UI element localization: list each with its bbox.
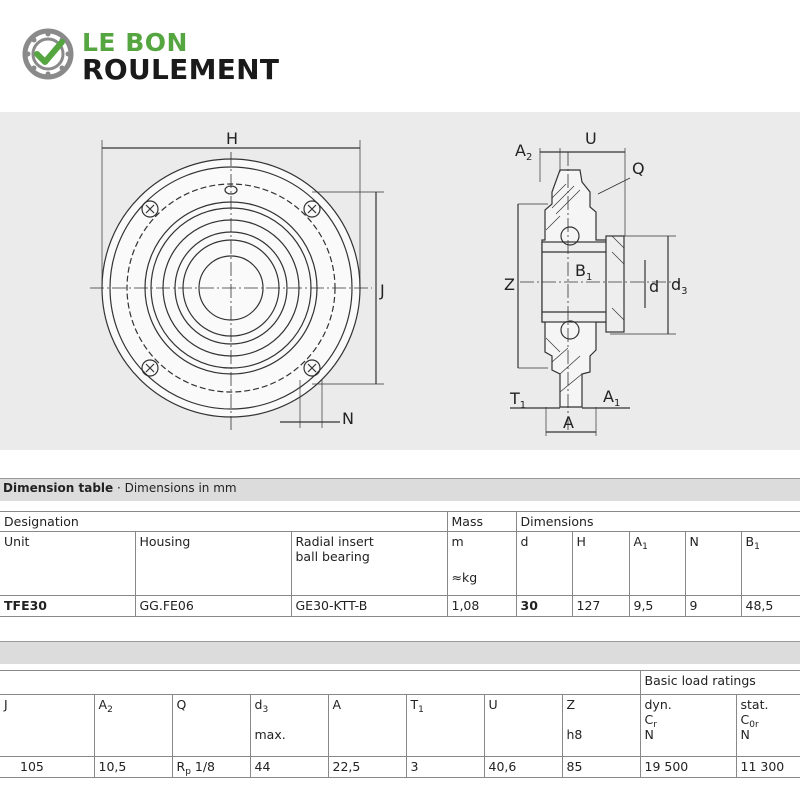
technical-drawing xyxy=(0,112,800,450)
label-d3: $d_3$ xyxy=(671,275,688,297)
table2-column-header xyxy=(0,694,800,756)
cell-d3: 44 xyxy=(250,756,328,777)
col-radial: Radial insert ball bearing xyxy=(291,531,447,595)
table-title: Dimension table xyxy=(3,481,114,495)
label-J: J xyxy=(380,281,385,300)
col-U: U xyxy=(484,694,562,756)
dimension-table-2 xyxy=(0,670,800,778)
logo-line2: ROULEMENT xyxy=(82,53,280,86)
col-dyn: dyn. $C_r$ N xyxy=(640,694,736,756)
cell-unit: TFE30 xyxy=(0,595,135,616)
label-Z: Z xyxy=(504,275,515,294)
label-d: d xyxy=(649,277,660,296)
dimension-table xyxy=(0,478,800,617)
header-load-ratings: Basic load ratings xyxy=(640,670,800,694)
cell-H: 127 xyxy=(572,595,629,616)
col-housing: Housing xyxy=(135,531,291,595)
label-H: H xyxy=(226,129,239,148)
drawing-svg xyxy=(0,112,800,450)
second-table-bar xyxy=(0,641,800,664)
label-Q: Q xyxy=(632,159,645,178)
cell-m: 1,08 xyxy=(447,595,516,616)
label-T1: $T_1$ xyxy=(510,389,527,411)
col-Q: Q xyxy=(172,694,250,756)
table-column-header xyxy=(0,531,800,595)
cell-stat: 11 300 xyxy=(736,756,800,777)
col-Z: Z h8 xyxy=(562,694,640,756)
cell-d: 30 xyxy=(516,595,572,616)
col-N: N xyxy=(685,531,741,595)
table-subtitle: · Dimensions in mm xyxy=(113,481,237,495)
label-B1: $B_1$ xyxy=(575,261,593,283)
col-A2: $A_2$ xyxy=(94,694,172,756)
header-mass: Mass xyxy=(447,511,516,531)
cell-A1: 9,5 xyxy=(629,595,685,616)
cell-J: 105 xyxy=(0,756,94,777)
cell-T1: 3 xyxy=(406,756,484,777)
brand-logo[interactable] xyxy=(22,26,302,86)
col-unit: Unit xyxy=(0,531,135,595)
bearing-logo-icon xyxy=(22,28,74,80)
table-title-bar xyxy=(0,479,800,502)
cell-N: 9 xyxy=(685,595,741,616)
cell-A: 22,5 xyxy=(328,756,406,777)
col-A: A xyxy=(328,694,406,756)
table-row xyxy=(0,595,800,616)
col-B1: $B_1$ xyxy=(741,531,800,595)
dimension-tables xyxy=(0,478,800,778)
label-A1: $A_1$ xyxy=(603,387,621,409)
table-row xyxy=(0,756,800,777)
col-stat: stat. $C_{0r}$ N xyxy=(736,694,800,756)
col-d: d xyxy=(516,531,572,595)
col-J: J xyxy=(0,694,94,756)
label-N: N xyxy=(342,409,354,428)
table2-group-header xyxy=(0,670,800,694)
col-m: m ≈kg xyxy=(447,531,516,595)
col-d3: $d_3$ max. xyxy=(250,694,328,756)
col-A1: $A_1$ xyxy=(629,531,685,595)
header-designation: Designation xyxy=(0,511,447,531)
cell-dyn: 19 500 xyxy=(640,756,736,777)
cell-U: 40,6 xyxy=(484,756,562,777)
label-U: U xyxy=(585,129,597,148)
cell-Q: $R_p$ 1/8 xyxy=(172,756,250,777)
cell-B1: 48,5 xyxy=(741,595,800,616)
cell-A2: 10,5 xyxy=(94,756,172,777)
logo-line1: LE BON xyxy=(82,28,188,57)
col-T1: $T_1$ xyxy=(406,694,484,756)
cell-radial: GE30-KTT-B xyxy=(291,595,447,616)
cell-Z: 85 xyxy=(562,756,640,777)
table-group-header xyxy=(0,511,800,531)
cell-housing: GG.FE06 xyxy=(135,595,291,616)
label-A2: $A_2$ xyxy=(515,141,533,163)
header-dimensions: Dimensions xyxy=(516,511,800,531)
col-H: H xyxy=(572,531,629,595)
label-A: A xyxy=(563,413,574,432)
